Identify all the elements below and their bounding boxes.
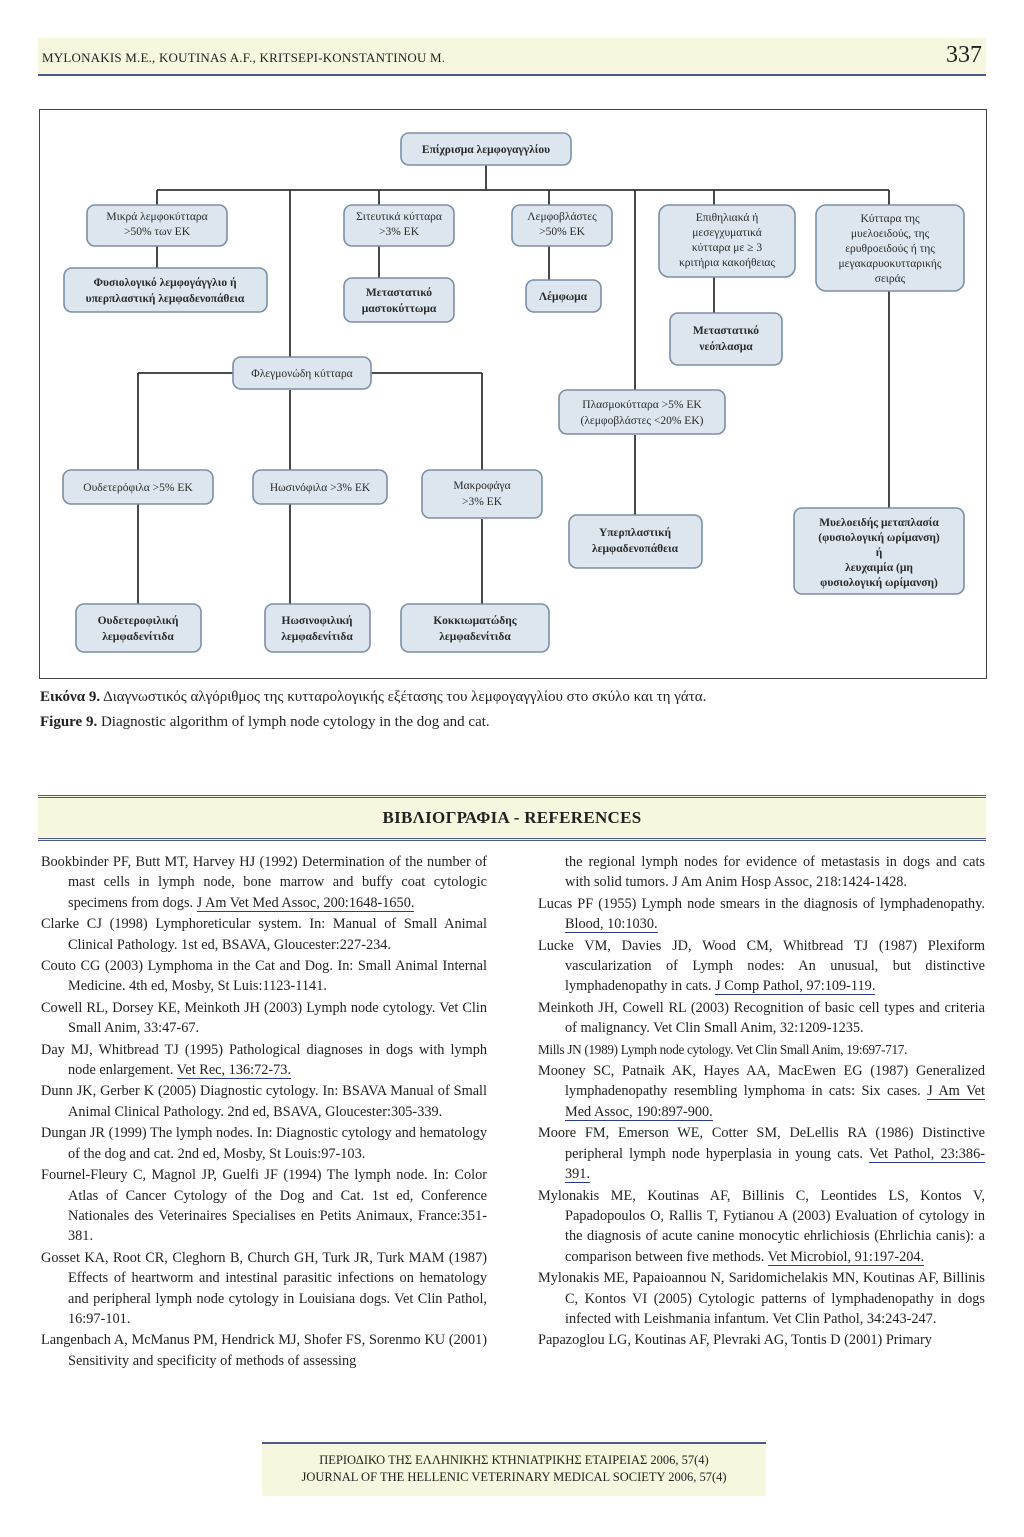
reference-item bbox=[41, 956, 487, 997]
reference-item bbox=[538, 1123, 985, 1184]
reference-text: Mills JN (1989) Lymph node cytology. Vet Clin Small Anim, 19:697-717. bbox=[538, 1041, 908, 1057]
node-hyperplastic bbox=[569, 515, 702, 568]
node-text: λεμφαδενίτιδα bbox=[281, 631, 353, 643]
node-text: (φυσιολογική ωρίμανση) bbox=[818, 532, 940, 544]
node-text: ή bbox=[875, 547, 883, 559]
reference-item bbox=[41, 1248, 487, 1330]
reference-text: Papazoglou LG, Koutinas AF, Plevraki AG, Tontis D (2001) Primary bbox=[538, 1332, 932, 1349]
figure-9-flowchart bbox=[39, 109, 987, 679]
node-text: Μεταστατικό bbox=[365, 287, 433, 299]
reference-text: Dunn JK, Gerber K (2005) Diagnostic cytology. In: BSAVA Manual of Small Animal Clinical Pathology. 2nd ed, BSAVA, Gloucester:305-339. bbox=[41, 1083, 487, 1120]
node-text: Ηωσινοφιλική bbox=[281, 615, 353, 627]
node-text: Επιθηλιακά ή bbox=[695, 212, 759, 224]
node-text: >50% των ΕΚ bbox=[123, 226, 191, 238]
node-lymphoma bbox=[526, 280, 601, 312]
node-text: Υπερπλαστική bbox=[598, 527, 672, 539]
references-right-column bbox=[538, 852, 985, 1352]
node-text: υπερπλαστική λεμφαδενοπάθεια bbox=[85, 293, 245, 305]
reference-item bbox=[41, 998, 487, 1039]
node-text: νεόπλασμα bbox=[699, 341, 753, 353]
header-authors: MYLONAKIS M.E., KOUTINAS A.F., KRITSEPI-KONSTANTINOU M. bbox=[42, 50, 446, 65]
reference-text: Lucas PF (1955) Lymph node smears in the diagnosis of lymphadenopathy. bbox=[538, 895, 985, 912]
node-eosinophils bbox=[253, 470, 387, 504]
node-metastatic-neoplasm bbox=[670, 313, 782, 365]
reference-text: Mylonakis ME, Koutinas AF, Billinis C, Leontides LS, Kontos V, Papadopoulos O, Rallis T, Fytianou A (2003) Evaluation of cytology in the diagnosis of acute canine monocytic ehrlichiosis (Ehrlichia canis): a comparison between five methods. bbox=[538, 1187, 985, 1265]
node-macrophages bbox=[422, 470, 542, 518]
node-text: Κοκκιωματώδης bbox=[433, 615, 517, 627]
node-text: μαστοκύττωμα bbox=[361, 303, 437, 315]
reference-item bbox=[41, 1123, 487, 1164]
node-lymphoblasts bbox=[512, 205, 612, 246]
node-text: κύτταρα με ≥ 3 bbox=[691, 242, 763, 254]
node-plasma-cells bbox=[559, 390, 725, 434]
node-text: φυσιολογική ωρίμανση) bbox=[820, 577, 938, 589]
node-text: Ουδετεροφιλική bbox=[97, 615, 179, 627]
footer-english: JOURNAL OF THE HELLENIC VETERINARY MEDICAL SOCIETY 2006, 57(4) bbox=[301, 1470, 727, 1484]
reference-item bbox=[538, 1186, 985, 1268]
reference-link[interactable]: Vet Microbiol, 91:197-204. bbox=[767, 1248, 925, 1265]
node-text: ερυθροειδούς ή της bbox=[845, 243, 935, 255]
node-granulomatous-lymphadenitis bbox=[401, 604, 549, 652]
reference-text: Gosset KA, Root CR, Cleghorn B, Church GH, Turk JR, Turk MAM (1987) Effects of heartworm and intestinal parasitic infections on hematology and peripheral lymph node cytology in Louisiana dogs. Vet Clin Pathol, 16:97-101. bbox=[41, 1249, 487, 1327]
node-text: Πλασμοκύτταρα >5% ΕΚ bbox=[582, 399, 702, 411]
reference-item bbox=[41, 914, 487, 955]
reference-text: Mooney SC, Patnaik AK, Hayes AA, MacEwen EG (1987) Generalized lymphadenopathy resembling lymphoma in cats: Six cases. bbox=[538, 1063, 985, 1100]
node-text: Φυσιολογικό λεμφογάγγλιο ή bbox=[93, 277, 237, 289]
node-text: Λεμφοβλάστες bbox=[527, 211, 597, 223]
node-text: κριτήρια κακοήθειας bbox=[678, 257, 776, 269]
node-text: Σιτευτικά κύτταρα bbox=[356, 211, 442, 223]
node-myeloid-cells bbox=[816, 205, 964, 291]
node-text: λεμφαδενίτιδα bbox=[102, 631, 174, 643]
node-text: Μικρά λεμφοκύτταρα bbox=[106, 211, 208, 223]
node-eosinophilic-lymphadenitis bbox=[265, 604, 370, 652]
caption-english-label: Figure 9. bbox=[40, 714, 98, 730]
reference-text: Moore FM, Emerson WE, Cotter SM, DeLellis RA (1986) Distinctive peripheral lymph node hyperplasia in young cats. bbox=[538, 1125, 985, 1162]
node-text: Λέμφωμα bbox=[538, 291, 588, 303]
node-mast-cells bbox=[344, 205, 454, 246]
node-neutrophilic-lymphadenitis bbox=[76, 604, 201, 652]
node-text: Μεταστατικό bbox=[692, 325, 760, 337]
node-neutrophils bbox=[63, 470, 213, 504]
node-text: Μυελοειδής μεταπλασία bbox=[819, 517, 939, 529]
node-text: μεσεγχυματικά bbox=[692, 227, 762, 239]
node-text: μεγακαρυοκυτταρικής bbox=[838, 258, 942, 270]
node-text: Κύτταρα της bbox=[860, 213, 920, 225]
node-small-lymphocytes bbox=[87, 205, 227, 246]
reference-text: Couto CG (2003) Lymphoma in the Cat and Dog. In: Small Animal Internal Medicine. 4th ed, Mosby, St Luis:1123-1141. bbox=[41, 958, 487, 995]
reference-text: Day MJ, Whitbread TJ (1995) Pathological diagnoses in dogs with lymph node enlargement. bbox=[41, 1041, 487, 1079]
node-metastatic-mast bbox=[344, 278, 454, 322]
flowchart-svg bbox=[40, 110, 986, 678]
node-text: Ηωσινόφιλα >3% ΕΚ bbox=[269, 482, 371, 494]
node-text: σειράς bbox=[874, 273, 906, 285]
reference-text: Meinkoth JH, Cowell RL (2003) Recognition of basic cell types and criteria of malignancy. Vet Clin Small Anim, 32:1209-1235. bbox=[538, 999, 985, 1037]
node-text: Ουδετερόφιλα >5% ΕΚ bbox=[83, 482, 193, 494]
node-text: λεμφαδενοπάθεια bbox=[591, 543, 679, 555]
reference-continuation: the regional lymph nodes for evidence of metastasis in dogs and cats with solid tumors. J Am Anim Hosp Assoc, 218:1424-1428. bbox=[565, 854, 985, 891]
reference-link[interactable]: J Am Vet Med Assoc, 190:897-900. bbox=[565, 1083, 986, 1120]
node-text: (λεμφοβλάστες <20% ΕΚ) bbox=[580, 415, 704, 427]
reference-item bbox=[41, 1330, 487, 1371]
node-text: λευχαιμία (μη bbox=[845, 562, 913, 574]
references-heading-bar bbox=[38, 795, 986, 841]
node-myeloid-metaplasia bbox=[794, 508, 964, 594]
reference-text: Fournel-Fleury C, Magnol JP, Guelfi JF (1994) The lymph node. In: Color Atlas of Cancer Cytology of the Dog and Cat. 1st ed, Conference Nationales des Veterinaires Specialises en Petits Animaux, France:351-381. bbox=[41, 1167, 487, 1245]
reference-text: Lucke VM, Davies JD, Wood CM, Whitbread TJ (1987) Plexiform vascularization of Lymph nodes: An unusual, but distinctive lymphadenopathy in cats. bbox=[538, 937, 985, 995]
references-left-column bbox=[41, 852, 487, 1372]
node-root-line: Επίχρισμα λεμφογαγγλίου bbox=[421, 144, 551, 156]
footer-greek: ΠΕΡΙΟΔΙΚΟ ΤΗΣ ΕΛΛΗΝΙΚΗΣ ΚΤΗΝΙΑΤΡΙΚΗΣ ΕΤΑΙΡΕΙΑΣ 2006, 57(4) bbox=[319, 1453, 709, 1467]
reference-item bbox=[538, 1040, 985, 1060]
reference-item bbox=[538, 1061, 985, 1122]
reference-link[interactable]: Blood, 10:1030. bbox=[565, 916, 658, 933]
node-text: >3% ΕΚ bbox=[461, 496, 503, 508]
caption-greek-label: Εικόνα 9. bbox=[40, 689, 101, 705]
journal-footer bbox=[262, 1442, 766, 1496]
reference-text: Cowell RL, Dorsey KE, Meinkoth JH (2003) Lymph node cytology. Vet Clin Small Anim, 33:47-67. bbox=[41, 999, 487, 1037]
caption-greek bbox=[40, 689, 706, 706]
reference-link[interactable]: J Am Vet Med Assoc, 200:1648-1650. bbox=[196, 894, 415, 911]
reference-text: Mylonakis ME, Papaioannou N, Saridomichelakis MN, Koutinas AF, Billinis C, Kontos VI (2005) Cytologic patterns of lymphadenopathy in dogs infected with Leishmania infantum. Vet Clin Pathol, 34:243-247. bbox=[538, 1270, 985, 1327]
reference-item bbox=[41, 1040, 487, 1081]
reference-item bbox=[538, 936, 985, 997]
node-text: >50% ΕΚ bbox=[539, 226, 585, 238]
reference-item bbox=[41, 1081, 487, 1122]
reference-item bbox=[538, 1268, 985, 1329]
caption-english bbox=[40, 714, 490, 731]
node-root bbox=[401, 133, 571, 165]
running-header bbox=[38, 38, 986, 76]
caption-english-text: Diagnostic algorithm of lymph node cytology in the dog and cat. bbox=[100, 714, 490, 730]
reference-link[interactable]: Vet Pathol, 23:386-391. bbox=[565, 1145, 985, 1183]
node-text: λεμφαδενίτιδα bbox=[439, 631, 511, 643]
caption-greek-text: Διαγνωστικός αλγόριθμος της κυτταρολογικής εξέτασης του λεμφογαγγλίου στο σκύλο και τη γάτα. bbox=[103, 689, 707, 705]
reference-text: Clarke CJ (1998) Lymphoreticular system. In: Manual of Small Animal Clinical Pathology. 1st ed, BSAVA, Gloucester:227-234. bbox=[41, 916, 487, 953]
page-number: 337 bbox=[946, 42, 982, 68]
reference-item bbox=[41, 852, 487, 913]
reference-link[interactable]: J Comp Pathol, 97:109-119. bbox=[715, 978, 876, 995]
reference-text: Dungan JR (1999) The lymph nodes. In: Diagnostic cytology and hematology of the dog and cat. 2nd ed, Mosby, St Louis:97-103. bbox=[41, 1125, 487, 1162]
node-text: Μακροφάγα bbox=[453, 480, 511, 492]
node-physiological bbox=[64, 268, 267, 312]
node-text: μυελοειδούς, της bbox=[850, 228, 930, 240]
reference-text: Langenbach A, McManus PM, Hendrick MJ, Shofer FS, Sorenmo KU (2001) Sensitivity and specificity of methods of assessing bbox=[41, 1332, 487, 1369]
node-text: >3% ΕΚ bbox=[378, 226, 420, 238]
references-heading: ΒΙΒΛΙΟΓΡΑΦΙΑ - REFERENCES bbox=[382, 808, 642, 827]
reference-item bbox=[538, 998, 985, 1039]
node-text: Φλεγμονώδη κύτταρα bbox=[251, 368, 353, 380]
reference-item bbox=[538, 1330, 985, 1350]
node-inflammatory bbox=[233, 357, 371, 389]
reference-text: Bookbinder PF, Butt MT, Harvey HJ (1992) Determination of the number of mast cells in lymph node, bone marrow and buffy coat cytologic specimens from dogs. bbox=[41, 854, 487, 911]
reference-item bbox=[538, 894, 985, 935]
reference-link[interactable]: Vet Rec, 136:72-73. bbox=[176, 1062, 292, 1079]
reference-item bbox=[41, 1165, 487, 1247]
node-epithelial bbox=[659, 205, 795, 277]
